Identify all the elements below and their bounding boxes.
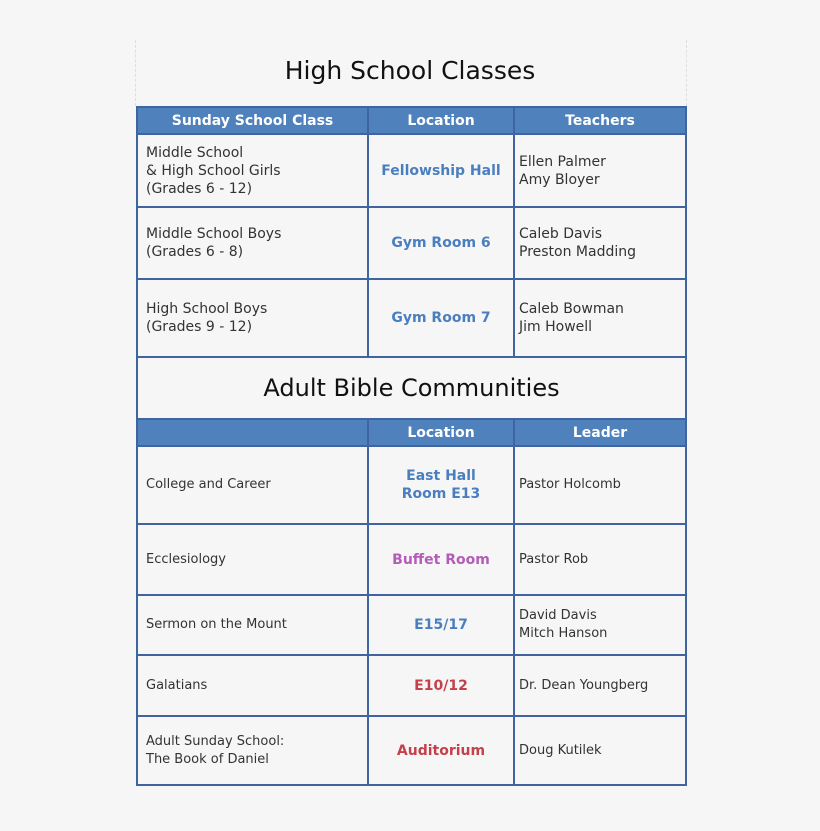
schedule-table [136,106,687,786]
cell-line: (Grades 6 - 12) [146,180,253,197]
column-header: Sunday School Class [137,107,368,134]
cell-line: Pastor Holcomb [519,477,621,492]
location-cell [368,716,514,785]
cell-line: Middle School [146,144,244,161]
cell-line: David Davis [519,608,597,623]
cell-line: High School Boys [146,301,268,317]
cell-line: Ellen Palmer [519,153,606,170]
cell-line: The Book of Daniel [146,751,269,767]
leader-cell [514,655,686,716]
teachers-cell [514,207,686,279]
cell-line: Sermon on the Mount [146,617,287,632]
table-row [137,279,686,357]
table-row [137,655,686,716]
location-cell [368,446,514,524]
cell-line: E15/17 [414,617,468,633]
cell-line: E10/12 [414,677,468,694]
section-title: Adult Bible Communities [137,357,686,419]
teachers-cell [514,134,686,207]
location-cell [368,595,514,655]
leader-cell [514,524,686,595]
table-row [137,716,686,785]
page-title: High School Classes [284,56,536,85]
cell-line: Pastor Rob [519,551,589,567]
cell-line: Mitch Hanson [519,626,608,641]
column-header: Location [368,419,514,446]
cell-line: Jim Howell [519,319,593,335]
table-row [137,446,686,524]
cell-line: Caleb Bowman [519,301,624,317]
cell-line: (Grades 9 - 12) [146,319,253,335]
location-cell: Gym Room 7 [368,279,514,357]
header-row [137,107,686,134]
teachers-cell [514,279,686,357]
leader-cell [514,595,686,655]
class-cell [137,134,368,207]
cell-line: Ecclesiology [146,551,226,567]
cell-line: College and Career [146,477,271,492]
table-row [137,524,686,595]
cell-line: (Grades 6 - 8) [146,244,244,260]
table-row [137,207,686,279]
column-header [137,419,368,446]
cell-line: Galatians [146,677,208,693]
class-cell [137,207,368,279]
cell-line: Room E13 [401,486,481,502]
column-header: Teachers [514,107,686,134]
class-cell [137,446,368,524]
cell-line: Dr. Dean Youngberg [519,677,649,693]
class-cell [137,279,368,357]
cell-line: Auditorium [396,742,486,759]
cell-line: Caleb Davis [519,226,603,242]
cell-line: Buffet Room [392,551,490,568]
cell-line: Middle School Boys [146,226,282,242]
table-row [137,134,686,207]
leader-cell [514,716,686,785]
cell-line: & High School Girls [146,162,281,179]
location-cell: Fellowship Hall [368,134,514,207]
location-cell: Gym Room 6 [368,207,514,279]
class-cell [137,716,368,785]
section-row [137,357,686,419]
cell-line: East Hall [406,468,476,484]
cell-line: Adult Sunday School: [146,733,285,749]
leader-cell [514,446,686,524]
cell-line: Amy Bloyer [519,171,600,188]
class-cell [137,595,368,655]
column-header: Location [368,107,514,134]
cell-line: Doug Kutilek [519,742,602,758]
location-cell [368,655,514,716]
column-header: Leader [514,419,686,446]
class-cell [137,524,368,595]
location-cell [368,524,514,595]
table-row [137,595,686,655]
class-cell [137,655,368,716]
header-row [137,419,686,446]
cell-line: Preston Madding [519,244,637,260]
